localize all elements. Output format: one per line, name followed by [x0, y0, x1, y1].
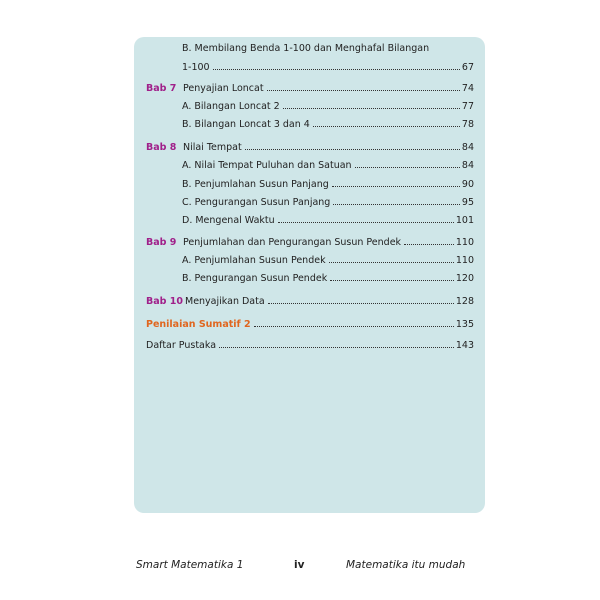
dot-leader [245, 149, 460, 150]
toc-entry-page: 110 [455, 255, 474, 266]
toc-entry-title: B. Membilang Benda 1-100 dan Menghafal Bilangan [182, 43, 430, 54]
dot-leader [332, 186, 460, 187]
toc-entry-page: 90 [461, 179, 474, 190]
dot-leader [404, 244, 454, 245]
chapter-label: Bab 8 [146, 142, 177, 153]
toc-entry [182, 43, 474, 55]
toc-entry [182, 179, 474, 191]
toc-entry-title: D. Mengenal Waktu [182, 215, 275, 226]
dot-leader [283, 108, 460, 109]
toc-entry [182, 160, 474, 172]
toc-chapter [146, 296, 474, 308]
toc-entry [182, 62, 474, 74]
toc-entry-page: 77 [461, 101, 474, 112]
toc-entry-title: C. Pengurangan Susun Panjang [182, 197, 331, 208]
dot-leader [254, 326, 454, 327]
toc-bibliography [146, 340, 474, 352]
footer-tagline: Matematika itu mudah [346, 559, 466, 571]
dot-leader [268, 303, 454, 304]
toc-entry-title: Penyajian Loncat [183, 83, 264, 94]
dot-leader [355, 167, 460, 168]
toc-entry-page: 84 [461, 160, 474, 171]
dot-leader [333, 204, 460, 205]
toc-entry-page: 120 [455, 273, 474, 284]
toc-entry-title: Nilai Tempat [183, 142, 242, 153]
toc-entry [182, 197, 474, 209]
toc-entry [182, 101, 474, 113]
toc-entry [182, 273, 474, 285]
toc-chapter [146, 237, 474, 249]
dot-leader [278, 222, 454, 223]
toc-entry-page: 78 [461, 119, 474, 130]
toc-entry-title: B. Pengurangan Susun Pendek [182, 273, 328, 284]
footer-book-title: Smart Matematika 1 [136, 559, 244, 571]
toc-entry-page: 84 [461, 142, 474, 153]
chapter-label: Bab 7 [146, 83, 177, 94]
dot-leader [219, 347, 454, 348]
toc-entry-title: Penjumlahan dan Pengurangan Susun Pendek [183, 237, 402, 248]
dot-leader [313, 126, 460, 127]
toc-entry-title: Daftar Pustaka [146, 340, 217, 351]
toc-entry-title: 1-100 [182, 62, 210, 73]
toc-chapter [146, 83, 474, 95]
toc-entry-page: 101 [455, 215, 474, 226]
toc-entry-title: A. Bilangan Loncat 2 [182, 101, 280, 112]
toc-entry-page: 67 [461, 62, 474, 73]
toc-entry-title: B. Bilangan Loncat 3 dan 4 [182, 119, 310, 130]
toc-entry-title: B. Penjumlahan Susun Panjang [182, 179, 329, 190]
toc-entry-page: 95 [461, 197, 474, 208]
toc-entry-page: 110 [455, 237, 474, 248]
toc-entry-title: A. Penjumlahan Susun Pendek [182, 255, 326, 266]
dot-leader [213, 69, 460, 70]
toc-entry-page: 74 [461, 83, 474, 94]
chapter-label: Bab 9 [146, 237, 177, 248]
chapter-label: Bab 10 [146, 296, 183, 307]
footer-page-number: iv [294, 559, 305, 571]
dot-leader [267, 90, 460, 91]
dot-leader [329, 262, 454, 263]
dot-leader [330, 280, 454, 281]
toc-entry [182, 255, 474, 267]
toc-entry [182, 119, 474, 131]
toc-entry-title: Menyajikan Data [185, 296, 265, 307]
toc-entry-title: A. Nilai Tempat Puluhan dan Satuan [182, 160, 352, 171]
assessment-label: Penilaian Sumatif 2 [146, 319, 251, 330]
toc-chapter [146, 142, 474, 154]
toc-assessment [146, 319, 474, 331]
toc-entry-page: 128 [455, 296, 474, 307]
toc-entry [182, 215, 474, 227]
toc-entry-page: 143 [455, 340, 474, 351]
toc-entry-page: 135 [455, 319, 474, 330]
